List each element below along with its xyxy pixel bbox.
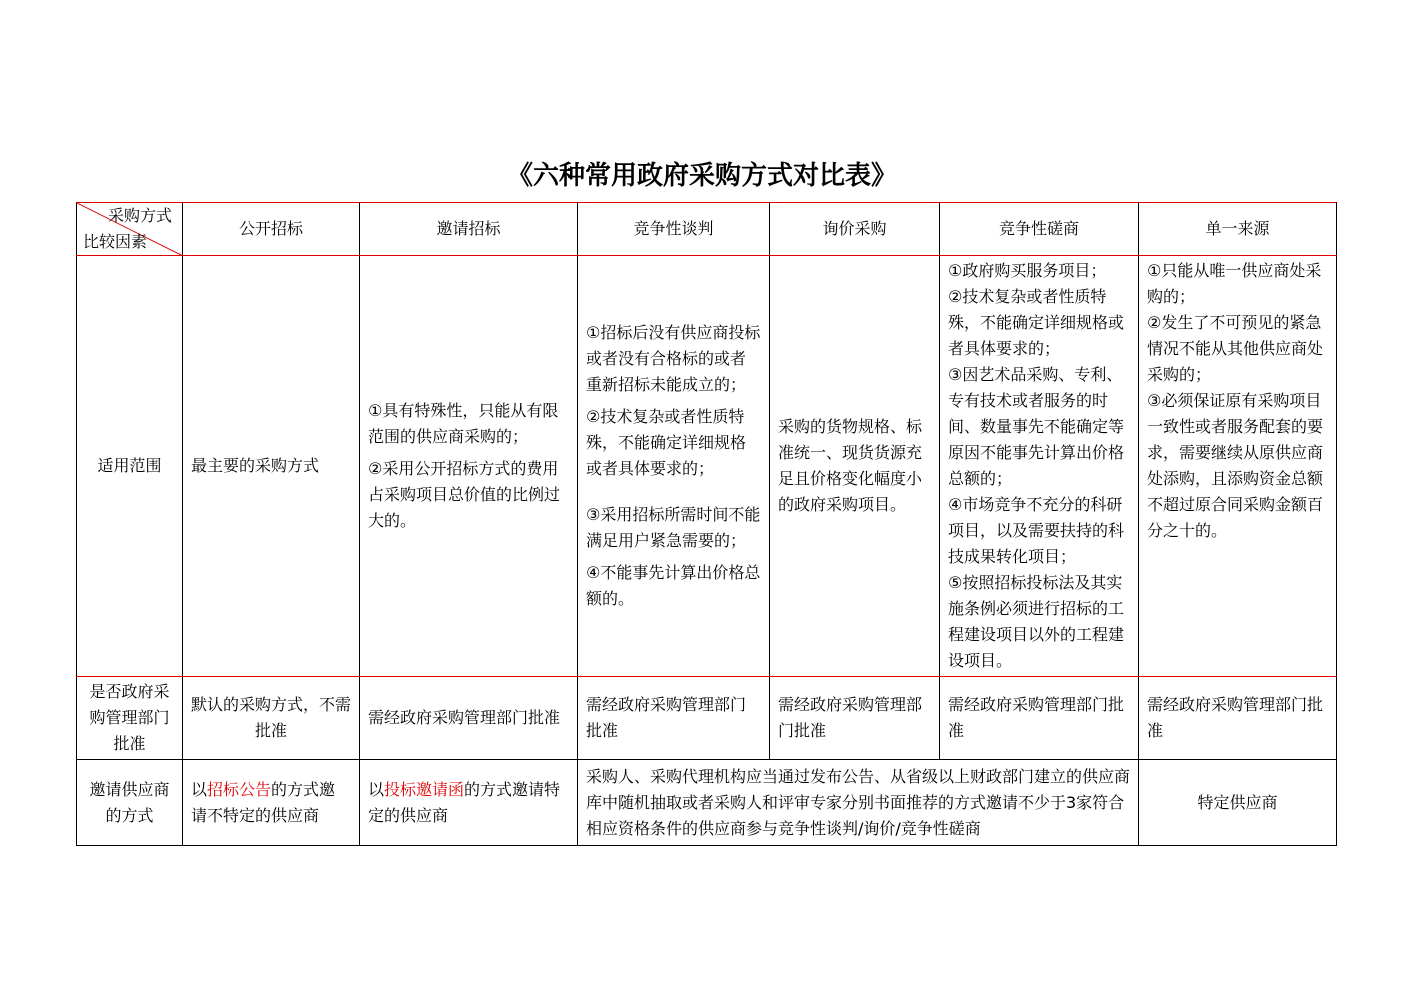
method-invite-highlight: 投标邀请函: [384, 779, 465, 799]
method-invite-suffix: 的方式邀请特定的供应商: [368, 779, 561, 825]
table-row-scope: [77, 256, 1337, 677]
list-item: ①招标后没有供应商投标或者没有合格标的或者重新招标未能成立的；: [586, 323, 761, 394]
approval-invited-tender: 需经政府采购管理部门批准: [360, 677, 578, 760]
scope-invited-tender: [360, 256, 578, 677]
list-item: ③必须保证原有采购项目一致性或者服务配套的要求，需要继续从原供应商处添购，且添购资金总额不超过原合同采购金额百分之十的。: [1147, 391, 1324, 540]
scope-inquiry: 采购的货物规格、标准统一、现货货源充足且价格变化幅度小的政府采购项目。: [770, 256, 940, 677]
method-open-suffix: 的方式邀请不特定的供应商: [191, 779, 336, 825]
column-header-competitive-consultation: 竞争性磋商: [940, 203, 1139, 256]
list-item: ②技术复杂或者性质特殊，不能确定详细规格或者具体要求的；: [586, 407, 747, 478]
header-row: [77, 203, 1337, 256]
row-label-invitation-method: 邀请供应商的方式: [77, 760, 183, 846]
list-item: ①只能从唯一供应商处采购的；: [1147, 261, 1322, 306]
corner-label-methods: 采购方式: [107, 206, 172, 225]
list-item: ②采用公开招标方式的费用占采购项目总价值的比例过大的。: [368, 459, 561, 530]
method-shared-negotiation-inquiry-consultation: 采购人、采购代理机构应当通过发布公告、从省级以上财政部门建立的供应商库中随机抽取或者采购人和评审专家分别书面推荐的方式邀请不少于3家符合相应资格条件的供应商参与竞争性谈判/询价/竞争性磋商: [578, 760, 1139, 846]
method-invite-prefix: 以: [368, 779, 385, 799]
table-row-invitation-method: [77, 760, 1337, 846]
corner-header-cell: [77, 203, 183, 256]
list-item: ②技术复杂或者性质特殊，不能确定详细规格或者具体要求的；: [948, 287, 1125, 358]
approval-competitive-negotiation: 需经政府采购管理部门批准: [578, 677, 770, 760]
column-header-inquiry: 询价采购: [770, 203, 940, 256]
list-item: ④市场竞争不充分的科研项目，以及需要扶持的科技成果转化项目；: [948, 495, 1125, 566]
column-header-open-tender: 公开招标: [183, 203, 360, 256]
column-header-competitive-negotiation: 竞争性谈判: [578, 203, 770, 256]
comparison-table: [76, 202, 1337, 846]
scope-single-source: [1139, 256, 1337, 677]
scope-competitive-negotiation: [578, 256, 770, 677]
list-item: ①政府购买服务项目；: [948, 261, 1107, 280]
scope-open-tender: 最主要的采购方式: [183, 256, 360, 677]
list-item: ①具有特殊性，只能从有限范围的供应商采购的；: [368, 401, 559, 446]
list-item: ③因艺术品采购、专利、专有技术或者服务的时间、数量事先不能确定等原因不能事先计算出价格总额的；: [948, 365, 1125, 488]
page-title: 《六种常用政府采购方式对比表》: [506, 161, 897, 191]
approval-inquiry: 需经政府采购管理部门批准: [770, 677, 940, 760]
approval-open-tender: 默认的采购方式，不需批准: [183, 677, 360, 760]
list-item: ④不能事先计算出价格总额的。: [586, 563, 761, 608]
method-single-source: 特定供应商: [1139, 760, 1337, 846]
column-header-invited-tender: 邀请招标: [360, 203, 578, 256]
row-label-approval: 是否政府采购管理部门批准: [77, 677, 183, 760]
list-item: ⑤按照招标投标法及其实施条例必须进行招标的工程建设项目以外的工程建设项目。: [948, 573, 1125, 670]
method-invited-tender: [360, 760, 578, 846]
method-open-prefix: 以: [191, 779, 208, 799]
approval-competitive-consultation: 需经政府采购管理部门批准: [940, 677, 1139, 760]
scope-competitive-consultation: [940, 256, 1139, 677]
table-row-approval: [77, 677, 1337, 760]
list-item: ②发生了不可预见的紧急情况不能从其他供应商处采购的；: [1147, 313, 1324, 384]
corner-label-factors: 比较因素: [83, 232, 148, 251]
list-item: ③采用招标所需时间不能满足用户紧急需要的；: [586, 505, 761, 550]
method-open-highlight: 招标公告: [207, 779, 272, 799]
row-label-scope: 适用范围: [77, 256, 183, 677]
column-header-single-source: 单一来源: [1139, 203, 1337, 256]
method-open-tender: [183, 760, 360, 846]
approval-single-source: 需经政府采购管理部门批准: [1139, 677, 1337, 760]
